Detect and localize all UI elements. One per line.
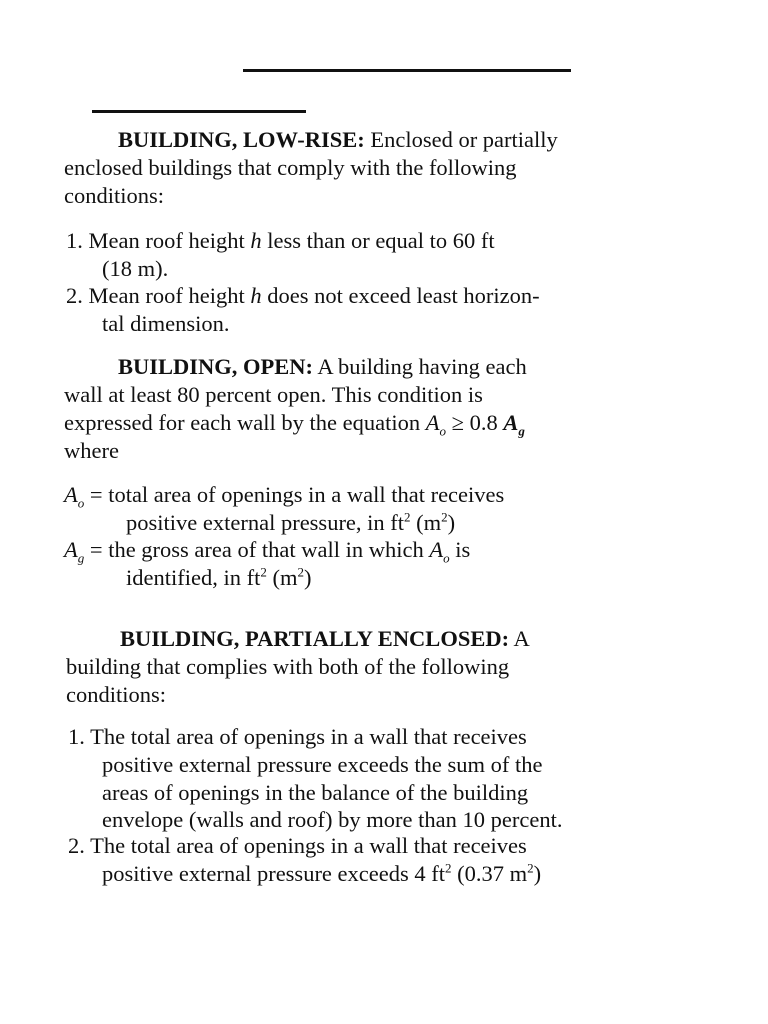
- low-rise-cond-2: 2. Mean roof height h does not exceed least horizon-: [66, 283, 540, 308]
- partial-line-2: building that complies with both of the following: [66, 654, 510, 679]
- symbol-ao: $A_o$: [429, 537, 450, 566]
- symbol-ao: $A_o$: [425, 410, 446, 439]
- list-number: 2.: [66, 283, 83, 308]
- low-rise-line-2: enclosed buildings that comply with the following: [64, 155, 517, 180]
- symbol-ao: $A_o$: [64, 482, 85, 511]
- def-ag-cont: identified, in $ft^2$ $(m^2)$: [126, 564, 312, 590]
- var-h: h: [250, 228, 262, 253]
- list-number: 2.: [68, 833, 85, 858]
- low-rise-term: BUILDING, LOW-RISE:: [118, 127, 365, 152]
- partial-cond-1-c: areas of openings in the balance of the building: [102, 780, 529, 805]
- partial-cond-2-b: positive external pressure exceeds 4 $ft^2$ (0.37 $m^2$): [102, 860, 542, 886]
- partial-term: BUILDING, PARTIALLY ENCLOSED:: [120, 626, 510, 651]
- partial-cond-1-d: envelope (walls and roof) by more than 10 percent.: [102, 807, 563, 832]
- partial-line-3: conditions:: [66, 682, 166, 707]
- list-number: 1.: [66, 228, 83, 253]
- symbol-ag: $A_g$: [64, 537, 85, 566]
- list-number: 1.: [68, 724, 85, 749]
- low-rise-cond-1-cont: (18 m).: [102, 256, 169, 281]
- open-line-3: expressed for each wall by the equation $A_o \ge 0.8$ $A_g$: [64, 410, 525, 439]
- def-ao-cont: positive external pressure, in $ft^2$ $(m^2)$: [126, 509, 456, 535]
- low-rise-line-1: [118, 126, 558, 154]
- open-term: BUILDING, OPEN:: [118, 354, 314, 379]
- partial-cond-1-b: positive external pressure exceeds the sum of the: [102, 752, 543, 777]
- def-ag: $A_g$ = the gross area of that wall in which $A_o$ is: [64, 537, 471, 566]
- low-rise-line-3: conditions:: [64, 183, 164, 208]
- section-rule: [92, 110, 306, 113]
- symbol-ag: $A_g$: [503, 410, 525, 439]
- top-rule: [243, 69, 571, 72]
- partial-cond-1: 1. The total area of openings in a wall that receives: [68, 724, 527, 749]
- partial-cond-2: 2. The total area of openings in a wall that receives: [68, 833, 527, 858]
- low-rise-cond-2-cont: tal dimension.: [102, 311, 230, 336]
- open-line-1: BUILDING, OPEN: A building having each: [118, 354, 527, 379]
- var-h: h: [250, 283, 262, 308]
- def-ao: $A_o$ = total area of openings in a wall that receives: [64, 482, 505, 511]
- low-rise-cond-1: 1. Mean roof height h less than or equal to 60 ft: [66, 228, 495, 253]
- open-line-4: where: [64, 438, 119, 463]
- open-line-2: wall at least 80 percent open. This condition is: [64, 382, 483, 407]
- low-rise-intro-1: Enclosed or partially: [370, 127, 558, 152]
- partial-line-1: BUILDING, PARTIALLY ENCLOSED: A: [120, 626, 530, 651]
